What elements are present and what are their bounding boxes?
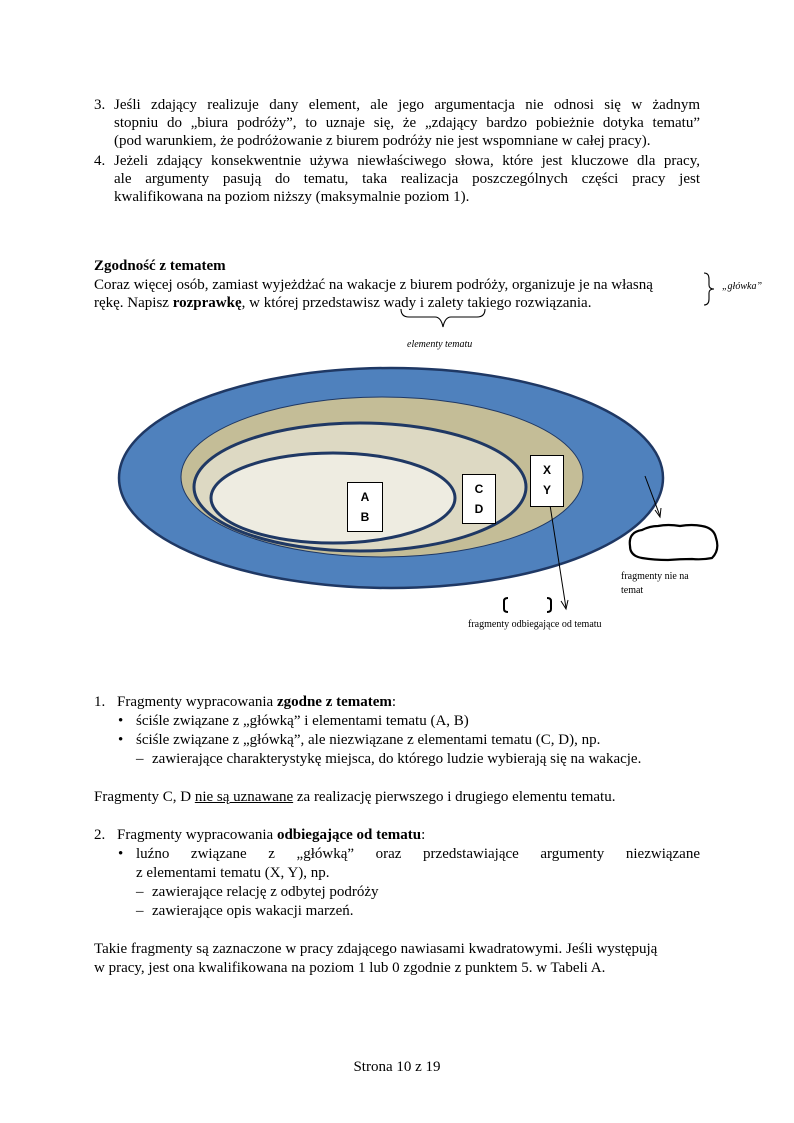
- note-text: Fragmenty C, D: [94, 789, 195, 805]
- dash-icon: –: [136, 751, 144, 767]
- point-1-bullet-1: ściśle związane z „główką” i elementami tematu (A, B): [136, 713, 469, 729]
- page-footer: Strona 10 z 19: [353, 1059, 441, 1075]
- bracket-open: [504, 598, 508, 612]
- core-ellipse: [211, 453, 455, 543]
- box-letter: B: [360, 510, 370, 524]
- topic-text: , w której przedstawisz wady i zalety takiego rozwiązania.: [241, 295, 592, 311]
- point-1-bullet-2: ściśle związane z „główką”, ale niezwiązane z elementami tematu (C, D), np.: [136, 732, 601, 748]
- dash-icon: –: [136, 884, 144, 900]
- section-heading: Zgodność z tematem: [94, 258, 226, 274]
- point-text: Fragmenty wypracowania: [117, 827, 277, 843]
- item-line: kwalifikowana na poziom niższy (maksymalnie poziom 1).: [114, 189, 470, 205]
- point-2-text: [117, 826, 425, 844]
- point-2-dash-1: zawierające relację z odbytej podróży: [152, 884, 379, 900]
- box-xy: [530, 455, 564, 507]
- topic-diagram: [0, 350, 794, 640]
- item-line: Jeśli zdający realizuje dany element, ale jego argumentacja nie odnosi się w żadnym: [114, 97, 700, 113]
- elementy-tematu-label: elementy tematu: [407, 339, 473, 350]
- note-underline: nie są uznawane: [194, 789, 294, 805]
- box-cd: [462, 474, 496, 524]
- bullet-dot-icon: •: [118, 846, 124, 862]
- box-letter: A: [360, 490, 370, 504]
- bullet-dot-icon: •: [118, 713, 124, 729]
- glowka-label: „główka”: [722, 281, 763, 292]
- point-text: Fragmenty wypracowania: [117, 694, 277, 710]
- point-1-dash: zawierające charakterystykę miejsca, do którego ludzie wybierają się na wakacje.: [152, 751, 642, 767]
- cloud-shape: [630, 525, 718, 560]
- item-number: 3.: [94, 97, 106, 113]
- point-2-bullet-line-1: luźno związane z „główką” oraz przedstawiające argumenty niezwiązane: [136, 846, 700, 862]
- item-number: 4.: [94, 153, 106, 169]
- point-1-number: 1.: [94, 694, 106, 710]
- box-letter: X: [542, 463, 551, 477]
- label-nie-na-temat-2: temat: [621, 585, 644, 596]
- label-nie-na-temat-1: fragmenty nie na: [621, 571, 689, 582]
- box-ab: [347, 482, 383, 532]
- point-2-number: 2.: [94, 827, 106, 843]
- point-bold: zgodne z tematem: [276, 694, 392, 710]
- topic-bold: rozprawkę: [172, 295, 242, 311]
- label-odbiegajace: fragmenty odbiegające od tematu: [468, 619, 602, 630]
- box-letter: D: [474, 502, 484, 516]
- point-2-dash-2: zawierające opis wakacji marzeń.: [152, 903, 354, 919]
- bracket-close: [547, 598, 551, 612]
- item-line: Jeżeli zdający konsekwentnie używa niewłaściwego słowa, które jest kluczowe dla pracy,: [114, 153, 700, 169]
- elementy-brace: [401, 309, 485, 327]
- point-text: :: [421, 827, 426, 843]
- item-line: stopniu do „biura podróży”, to uznaje się, że „zdający bardzo pobieżnie dotyka tematu”: [114, 115, 700, 131]
- note-cd: [94, 788, 615, 806]
- glowka-brace: [704, 273, 714, 305]
- closing-line-2: w pracy, jest ona kwalifikowana na poziom 1 lub 0 zgodnie z punktem 5. w Tabeli A.: [94, 960, 606, 976]
- point-2-bullet-line-2: z elementami tematu (X, Y), np.: [136, 865, 330, 881]
- point-bold: odbiegające od tematu: [276, 827, 422, 843]
- item-line: (pod warunkiem, że podróżowanie z biurem podróży nie jest wspomniane w całej pracy).: [114, 133, 651, 149]
- box-letter: C: [474, 482, 484, 496]
- annotation-braces: [0, 0, 794, 360]
- closing-line-1: Takie fragmenty są zaznaczone w pracy zdającego nawiasami kwadratowymi. Jeśli występują: [94, 941, 658, 957]
- item-line: ale argumenty pasują do tematu, taka realizacja poszczególnych części pracy jest: [114, 171, 700, 187]
- note-text: za realizację pierwszego i drugiego elementu tematu.: [293, 789, 616, 805]
- point-1-text: [117, 693, 396, 711]
- topic-text: rękę. Napisz: [94, 295, 173, 311]
- box-letter: Y: [542, 483, 551, 497]
- topic-line-1: Coraz więcej osób, zamiast wyjeżdżać na wakacje z biurem podróży, organizuje je na własną: [94, 277, 653, 293]
- point-text: :: [391, 694, 397, 710]
- dash-icon: –: [136, 903, 144, 919]
- bullet-dot-icon: •: [118, 732, 124, 748]
